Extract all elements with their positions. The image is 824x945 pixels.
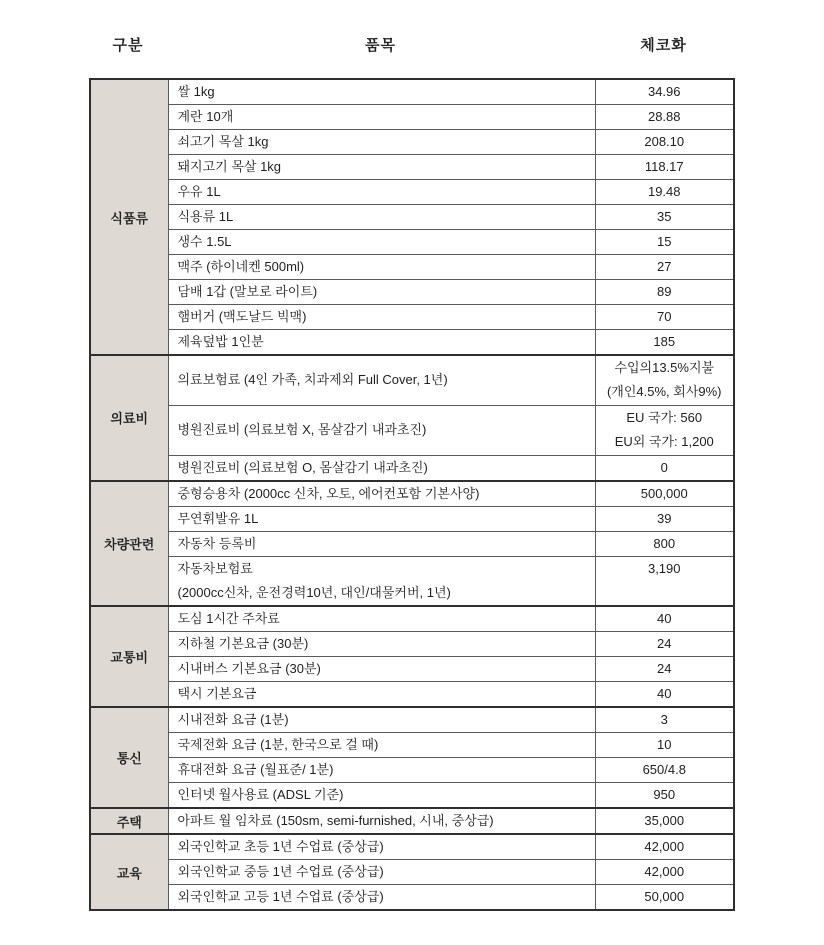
item-cell (168, 180, 595, 205)
value-cell (595, 657, 734, 682)
value-text: 수입의13.5%지불 (614, 360, 715, 376)
table-row (90, 455, 734, 481)
item-text: 담배 1갑 (말보로 라이트) (177, 284, 318, 299)
table-row (90, 405, 734, 455)
table-row (90, 758, 734, 783)
table-row (90, 130, 734, 155)
item-cell (168, 155, 595, 180)
header-value: 체코화 (640, 37, 687, 54)
cost-of-living-table (89, 78, 735, 911)
table-row (90, 481, 734, 507)
table-row (90, 707, 734, 733)
item-cell (168, 255, 595, 280)
item-cell (168, 405, 595, 455)
item-text: 휴대전화 요금 (월표준/ 1분) (177, 762, 334, 777)
item-cell (168, 205, 595, 230)
value-text: 10 (657, 737, 672, 752)
value-cell (595, 205, 734, 230)
table-row (90, 808, 734, 834)
value-text: 0 (660, 459, 668, 475)
value-cell (595, 808, 734, 834)
value-cell (595, 834, 734, 860)
item-text: 식용류 1L (177, 209, 234, 224)
item-text: 시내버스 기본요금 (30분) (177, 661, 321, 676)
category-cell: 식품류 (90, 79, 168, 355)
table-row (90, 155, 734, 180)
table-row (90, 255, 734, 280)
value-text: 27 (657, 259, 672, 274)
item-cell (168, 355, 595, 405)
value-cell (595, 230, 734, 255)
item-cell (168, 632, 595, 657)
item-text: 아파트 월 임차료 (150sm, semi-furnished, 시내, 중상급) (177, 813, 494, 828)
value-text: 28.88 (647, 109, 681, 124)
item-cell (168, 481, 595, 507)
value-cell (595, 783, 734, 809)
item-cell (168, 531, 595, 556)
value-cell (595, 682, 734, 708)
item-cell (168, 455, 595, 481)
table-row (90, 330, 734, 356)
value-cell (595, 280, 734, 305)
value-cell (595, 707, 734, 733)
table-row (90, 733, 734, 758)
item-text: 자동차 등록비 (177, 535, 257, 551)
item-text: 자동차보험료 (177, 560, 253, 576)
value-cell (595, 606, 734, 632)
value-cell (595, 330, 734, 356)
value-text: 650/4.8 (642, 762, 686, 777)
value-text: 24 (657, 661, 672, 676)
item-cell (168, 783, 595, 809)
header-item: 품목 (365, 37, 396, 54)
item-cell (168, 682, 595, 708)
value-text: 208.10 (644, 134, 685, 149)
value-cell (595, 155, 734, 180)
item-cell (168, 280, 595, 305)
value-cell (595, 105, 734, 130)
value-cell (595, 481, 734, 507)
value-text: 500,000 (640, 485, 688, 501)
value-cell (595, 455, 734, 481)
item-text: 병원진료비 (의료보험 O, 몸살감기 내과초진) (177, 459, 428, 475)
value-cell (595, 130, 734, 155)
table-row (90, 885, 734, 911)
item-cell (168, 305, 595, 330)
table-row (90, 606, 734, 632)
table-row (90, 230, 734, 255)
value-text: 15 (657, 234, 672, 249)
item-cell (168, 556, 595, 606)
item-text: 택시 기본요금 (177, 686, 257, 701)
table-row (90, 79, 734, 105)
item-text: 국제전화 요금 (1분, 한국으로 걸 때) (177, 737, 379, 752)
value-text: 3 (660, 712, 668, 727)
value-text: 35,000 (644, 813, 685, 828)
column-headers (89, 34, 733, 58)
item-text: 쌀 1kg (177, 84, 215, 99)
item-cell (168, 330, 595, 356)
table-row (90, 105, 734, 130)
value-text: 19.48 (647, 184, 681, 199)
table-row (90, 305, 734, 330)
item-text: (2000cc신차, 운전경력10년, 대인/대물커버, 1년) (177, 584, 451, 600)
value-text: 800 (653, 535, 676, 551)
item-text: 인터넷 월사용료 (ADSL 기준) (177, 787, 344, 802)
table-row (90, 783, 734, 809)
value-cell (595, 733, 734, 758)
item-text: 햄버거 (맥도날드 빅맥) (177, 309, 307, 324)
item-text: 우유 1L (177, 184, 221, 199)
table-row (90, 657, 734, 682)
item-cell (168, 105, 595, 130)
value-cell (595, 556, 734, 606)
value-text: 3,190 (647, 560, 681, 576)
item-text: 생수 1.5L (177, 234, 232, 249)
category-cell: 교통비 (90, 606, 168, 707)
value-text: (개인4.5%, 회사9%) (606, 384, 722, 400)
value-text: 50,000 (644, 889, 685, 904)
value-text: 185 (653, 334, 676, 349)
table-row (90, 860, 734, 885)
item-text: 중형승용차 (2000cc 신차, 오토, 에어컨포함 기본사양) (177, 485, 480, 501)
value-text: 40 (657, 611, 672, 626)
value-text: 42,000 (644, 864, 685, 879)
item-text: 맥주 (하이네켄 500ml) (177, 259, 305, 274)
table-row (90, 506, 734, 531)
value-text: 70 (657, 309, 672, 324)
table-row (90, 834, 734, 860)
item-text: 병원진료비 (의료보험 X, 몸살감기 내과초진) (177, 422, 427, 437)
item-text: 지하철 기본요금 (30분) (177, 636, 309, 651)
item-cell (168, 707, 595, 733)
value-cell (595, 531, 734, 556)
item-text: 외국인학교 고등 1년 수업료 (중상급) (177, 889, 384, 904)
category-cell: 통신 (90, 707, 168, 808)
item-cell (168, 657, 595, 682)
table-row (90, 355, 734, 405)
item-text: 도심 1시간 주차료 (177, 611, 280, 626)
item-text: 돼지고기 목살 1kg (177, 159, 282, 174)
item-cell (168, 506, 595, 531)
item-cell (168, 606, 595, 632)
value-text: EU 국가: 560 (626, 410, 703, 425)
item-text: 의료보험료 (4인 가족, 치과제외 Full Cover, 1년) (177, 372, 448, 388)
table-row (90, 205, 734, 230)
value-cell (595, 885, 734, 911)
value-cell (595, 758, 734, 783)
value-text: 39 (657, 510, 672, 526)
table-row (90, 180, 734, 205)
value-cell (595, 405, 734, 455)
table-row (90, 531, 734, 556)
value-text: 35 (657, 209, 672, 224)
table-row (90, 280, 734, 305)
header-category: 구분 (112, 37, 144, 54)
item-cell (168, 758, 595, 783)
value-cell (595, 180, 734, 205)
value-text: EU외 국가: 1,200 (614, 434, 714, 449)
item-text: 외국인학교 중등 1년 수업료 (중상급) (177, 864, 384, 879)
document-page (89, 0, 733, 911)
table-row (90, 632, 734, 657)
item-cell (168, 79, 595, 105)
category-cell: 교육 (90, 834, 168, 910)
cost-table-body (90, 79, 734, 910)
category-cell: 주택 (90, 808, 168, 834)
item-text: 쇠고기 목살 1kg (177, 134, 269, 149)
value-cell (595, 79, 734, 105)
value-cell (595, 632, 734, 657)
item-cell (168, 860, 595, 885)
item-text: 무연휘발유 1L (177, 510, 259, 526)
table-row (90, 682, 734, 708)
item-text: 계란 10개 (177, 109, 234, 124)
value-cell (595, 305, 734, 330)
item-cell (168, 230, 595, 255)
item-cell (168, 834, 595, 860)
value-cell (595, 255, 734, 280)
value-text: 24 (657, 636, 672, 651)
value-text: 34.96 (647, 84, 681, 99)
category-cell: 의료비 (90, 355, 168, 481)
value-text: 89 (657, 284, 672, 299)
category-cell: 차량관련 (90, 481, 168, 607)
value-text: 950 (653, 787, 676, 802)
value-cell (595, 506, 734, 531)
item-cell (168, 733, 595, 758)
table-row (90, 556, 734, 606)
value-text: 42,000 (644, 839, 685, 854)
item-text: 외국인학교 초등 1년 수업료 (중상급) (177, 839, 384, 854)
item-text: 시내전화 요금 (1분) (177, 712, 289, 727)
value-cell (595, 355, 734, 405)
item-cell (168, 885, 595, 911)
value-text: 40 (657, 686, 672, 701)
item-text: 제육덮밥 1인분 (177, 334, 264, 349)
value-text: 118.17 (644, 159, 684, 174)
item-cell (168, 130, 595, 155)
value-cell (595, 860, 734, 885)
item-cell (168, 808, 595, 834)
